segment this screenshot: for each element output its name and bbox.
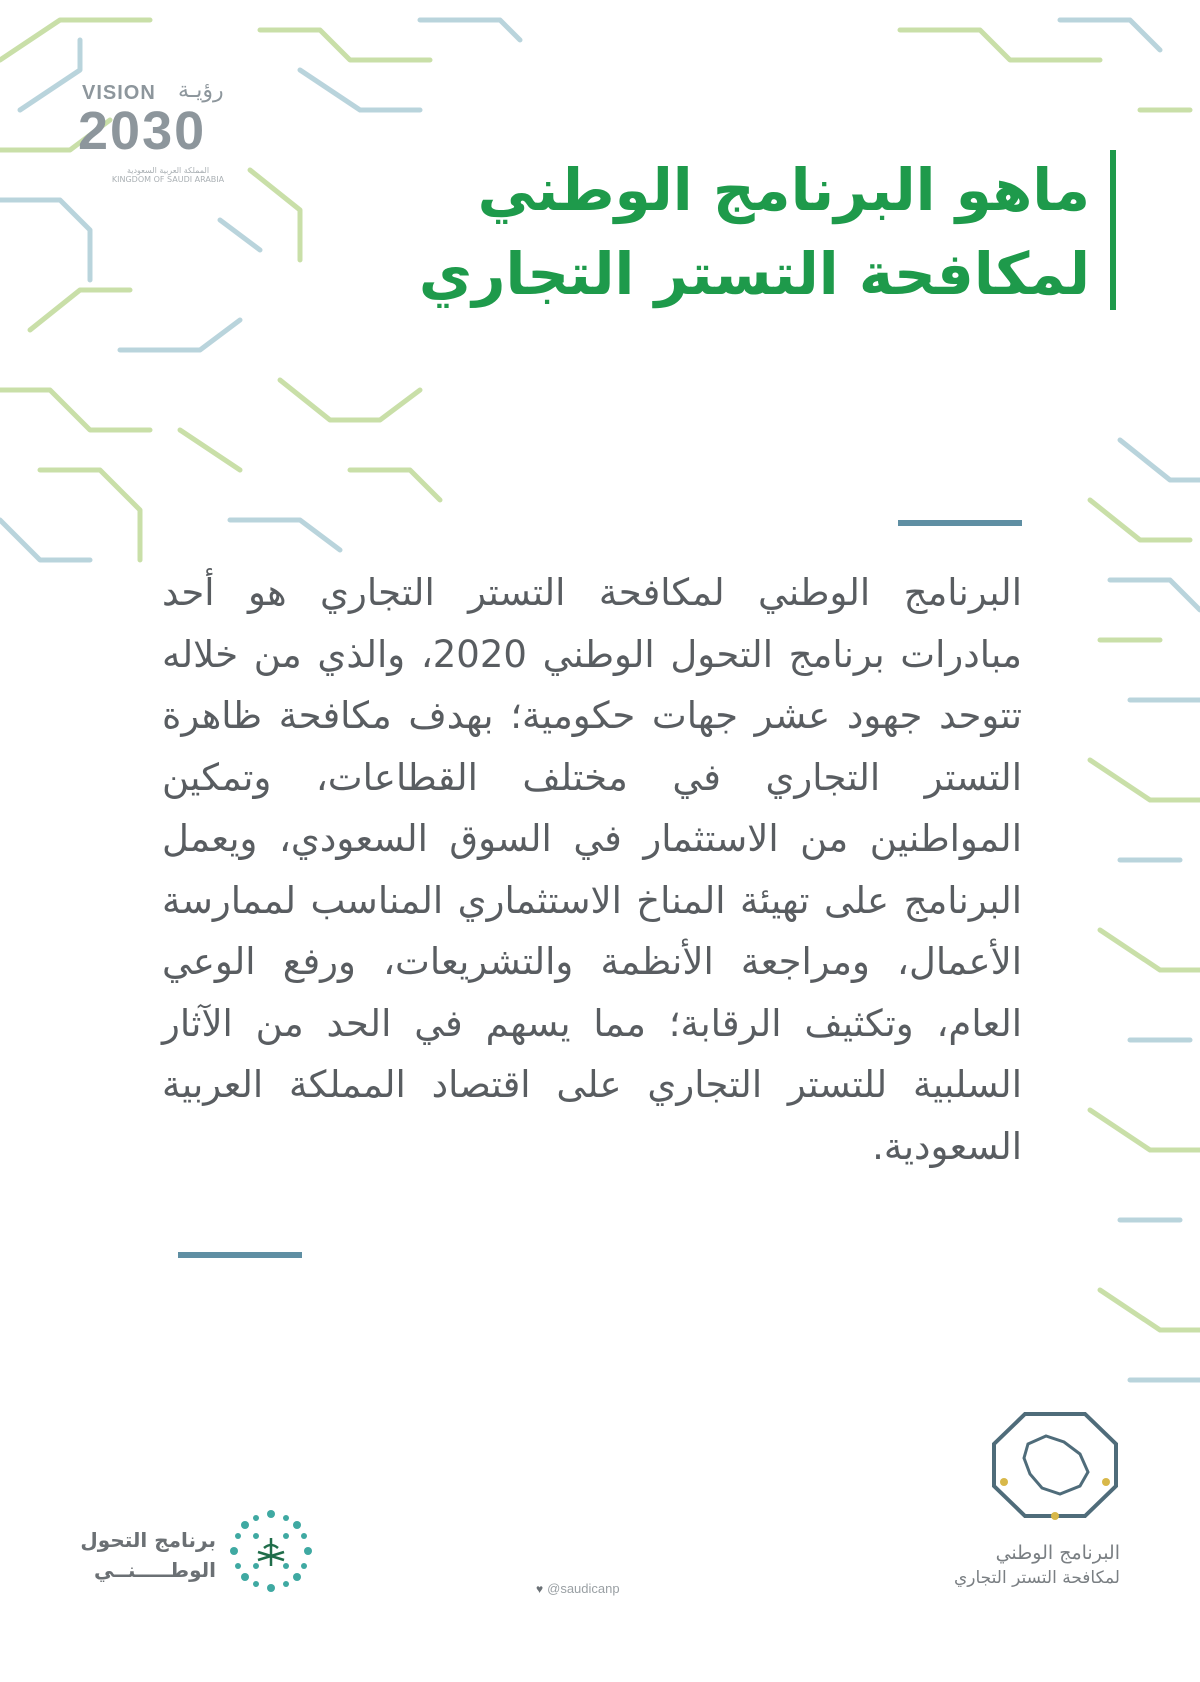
anti-cover-program-name — [860, 1540, 1120, 1590]
anti-cover-program-emblem-icon — [990, 1410, 1120, 1520]
anti-cover-line-2: لمكافحة التستر التجاري — [953, 1568, 1120, 1588]
title-accent-bar — [1110, 150, 1116, 310]
vision-label: VISION — [82, 82, 156, 104]
twitter-handle[interactable] — [536, 1581, 620, 1596]
twitter-bird-icon: ♥ — [536, 1582, 544, 1596]
vision-2030-logo — [78, 78, 253, 198]
national-transformation-program-name — [66, 1525, 216, 1585]
title-line-1: ماهو البرنامج الوطني — [477, 156, 1090, 224]
national-transformation-emblem-icon — [228, 1508, 314, 1594]
twitter-handle-text: @saudicanp — [547, 1581, 620, 1596]
anti-cover-line-1: البرنامج الوطني — [995, 1542, 1120, 1564]
vision-subtitle: المملكة العربية السعودية KINGDOM OF SAUDI ARABIA — [111, 166, 225, 184]
ntp-line-1: برنامج التحول — [80, 1528, 216, 1552]
ntp-line-2: الوطـــــنــي — [94, 1558, 216, 1582]
page-title — [330, 148, 1090, 316]
top-divider — [898, 520, 1022, 526]
vision-label-ar: رؤيـة — [178, 78, 224, 103]
vision-year: 2030 — [78, 101, 207, 161]
title-line-2: لمكافحة التستر التجاري — [418, 240, 1090, 308]
bottom-divider — [178, 1252, 302, 1258]
body-paragraph: البرنامج الوطني لمكافحة التستر التجاري هو أحد مبادرات برنامج التحول الوطني 2020، والذي من خلاله تتوحد جهود عشر جهات حكومية؛ بهدف مكافحة ظاهرة التستر التجاري في مختلف القطاعات، وتمكين المواطنين من الاستثمار في السوق السعودي، ويعمل البرنامج على تهيئة المناخ الاستثماري المناسب لممارسة الأعمال، ومراجعة الأنظمة والتشريعات، ورفع الوعي العام، وتكثيف الرقابة؛ مما يسهم في الحد من الآثار السلبية للتستر التجاري على اقتصاد المملكة العربية السعودية. — [162, 571, 1022, 1168]
